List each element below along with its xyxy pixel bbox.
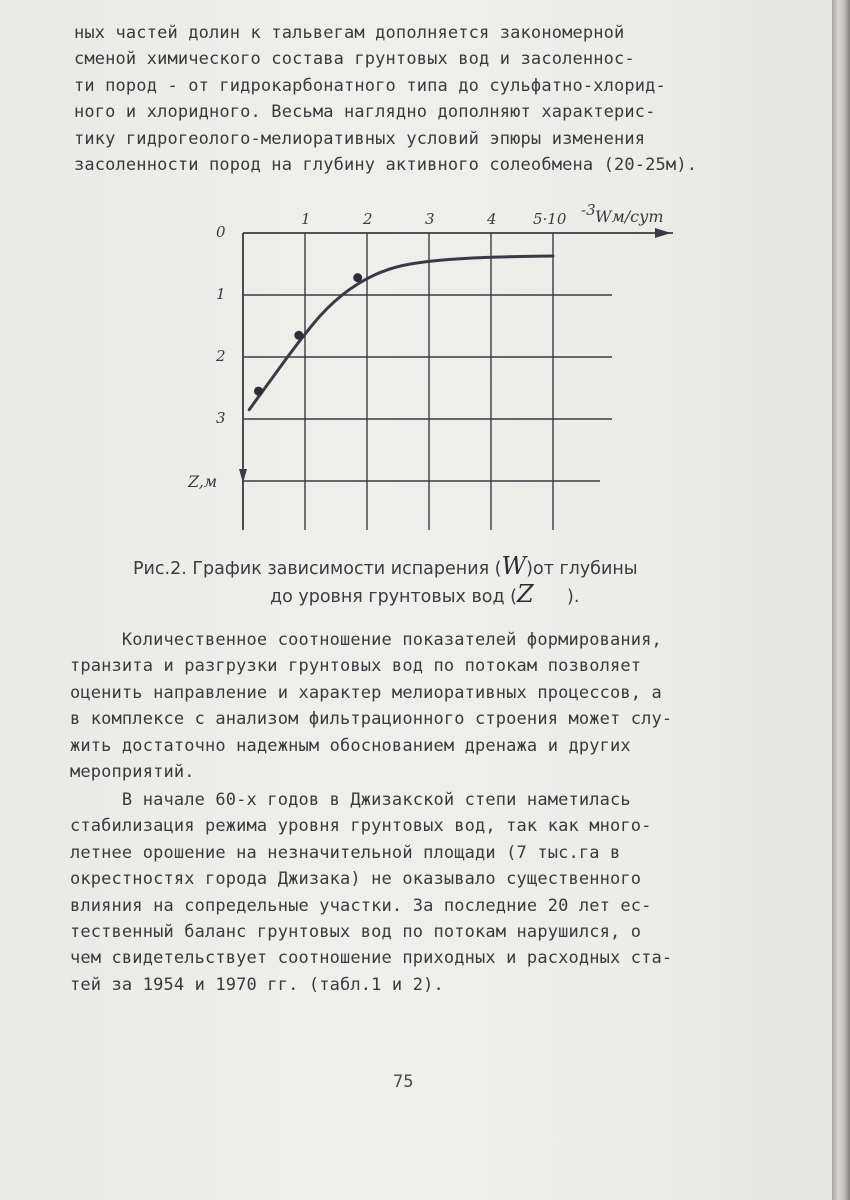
chart-labels — [187, 201, 664, 491]
x-tick-label-2: 2 — [363, 210, 373, 228]
x-tick-label-3: 3 — [425, 210, 435, 228]
chart-axes — [239, 228, 673, 530]
caption-symbol-w: W — [501, 552, 527, 580]
chart-curve — [249, 256, 553, 410]
caption-symbol-z: Z — [516, 580, 534, 608]
caption-text-d: ). — [533, 587, 580, 607]
caption-text-b: )от глубины — [526, 559, 638, 579]
page-number: 75 — [393, 1072, 414, 1092]
data-point-2 — [294, 331, 303, 340]
figure-caption-line2 — [270, 580, 579, 608]
x-tick-label-1: 1 — [301, 210, 311, 228]
y-tick-label-1: 1 — [216, 285, 226, 303]
paragraph-top: ных частей долин к тальвегам дополняется закономерной сменой химического состава грунтовых вод и засоленнос- ти пород - от гидрокарбонатного типа до сульфатно-хлорид- ного и хлоридного. Весьма наглядно дополняют характерис- тику гидрогеолого-мелиоративных условий эпюры изменения засоленности пород на глубину активного солеобмена (20-25м). — [74, 23, 698, 176]
x-tick-label-4: 4 — [487, 210, 497, 228]
caption-text-a: Рис.2. График зависимости испарения ( — [133, 559, 502, 579]
y-axis-title: Z,м — [188, 472, 218, 491]
paragraph-1: Количественное соотношение показателей формирования, транзита и разгрузки грунтовых вод по потокам позволяет оценить направление и характер мелиоративных процессов, а в комплексе с анализом фильтрационного строения может слу- жить достаточно надежным обоснованием дренажа и других мероприятий. — [70, 630, 673, 783]
x-axis-title: Wм/сут — [595, 207, 664, 226]
x-axis-arrow-icon — [655, 228, 671, 238]
data-point-1 — [254, 387, 263, 396]
y-tick-label-0: 0 — [216, 223, 226, 241]
chart-grid — [243, 233, 612, 530]
series-line — [249, 256, 553, 410]
x-exponent-label: -3 — [581, 201, 596, 219]
x-tick-label-5: 5·10 — [533, 210, 567, 228]
figure-caption-line1 — [133, 552, 638, 580]
y-tick-label-2: 2 — [216, 347, 226, 365]
y-tick-label-3: 3 — [216, 409, 226, 427]
caption-text-c: до уровня грунтовых вод ( — [270, 587, 517, 607]
paragraph-2: В начале 60-х годов в Джизакской степи наметилась стабилизация режима уровня грунтовых вод, так как много- летнее орошение на незначительной площади (7 тыс.га в окрестностях города Джизака) не оказывало существенного влияния на сопредельные участки. За последние 20 лет ес- тественный баланс грунтовых вод по потокам нарушился, о чем свидетельствует соотношение приходных и расходных ста- тей за 1954 и 1970 гг. (табл.1 и 2). — [70, 790, 673, 995]
data-point-3 — [353, 273, 362, 282]
